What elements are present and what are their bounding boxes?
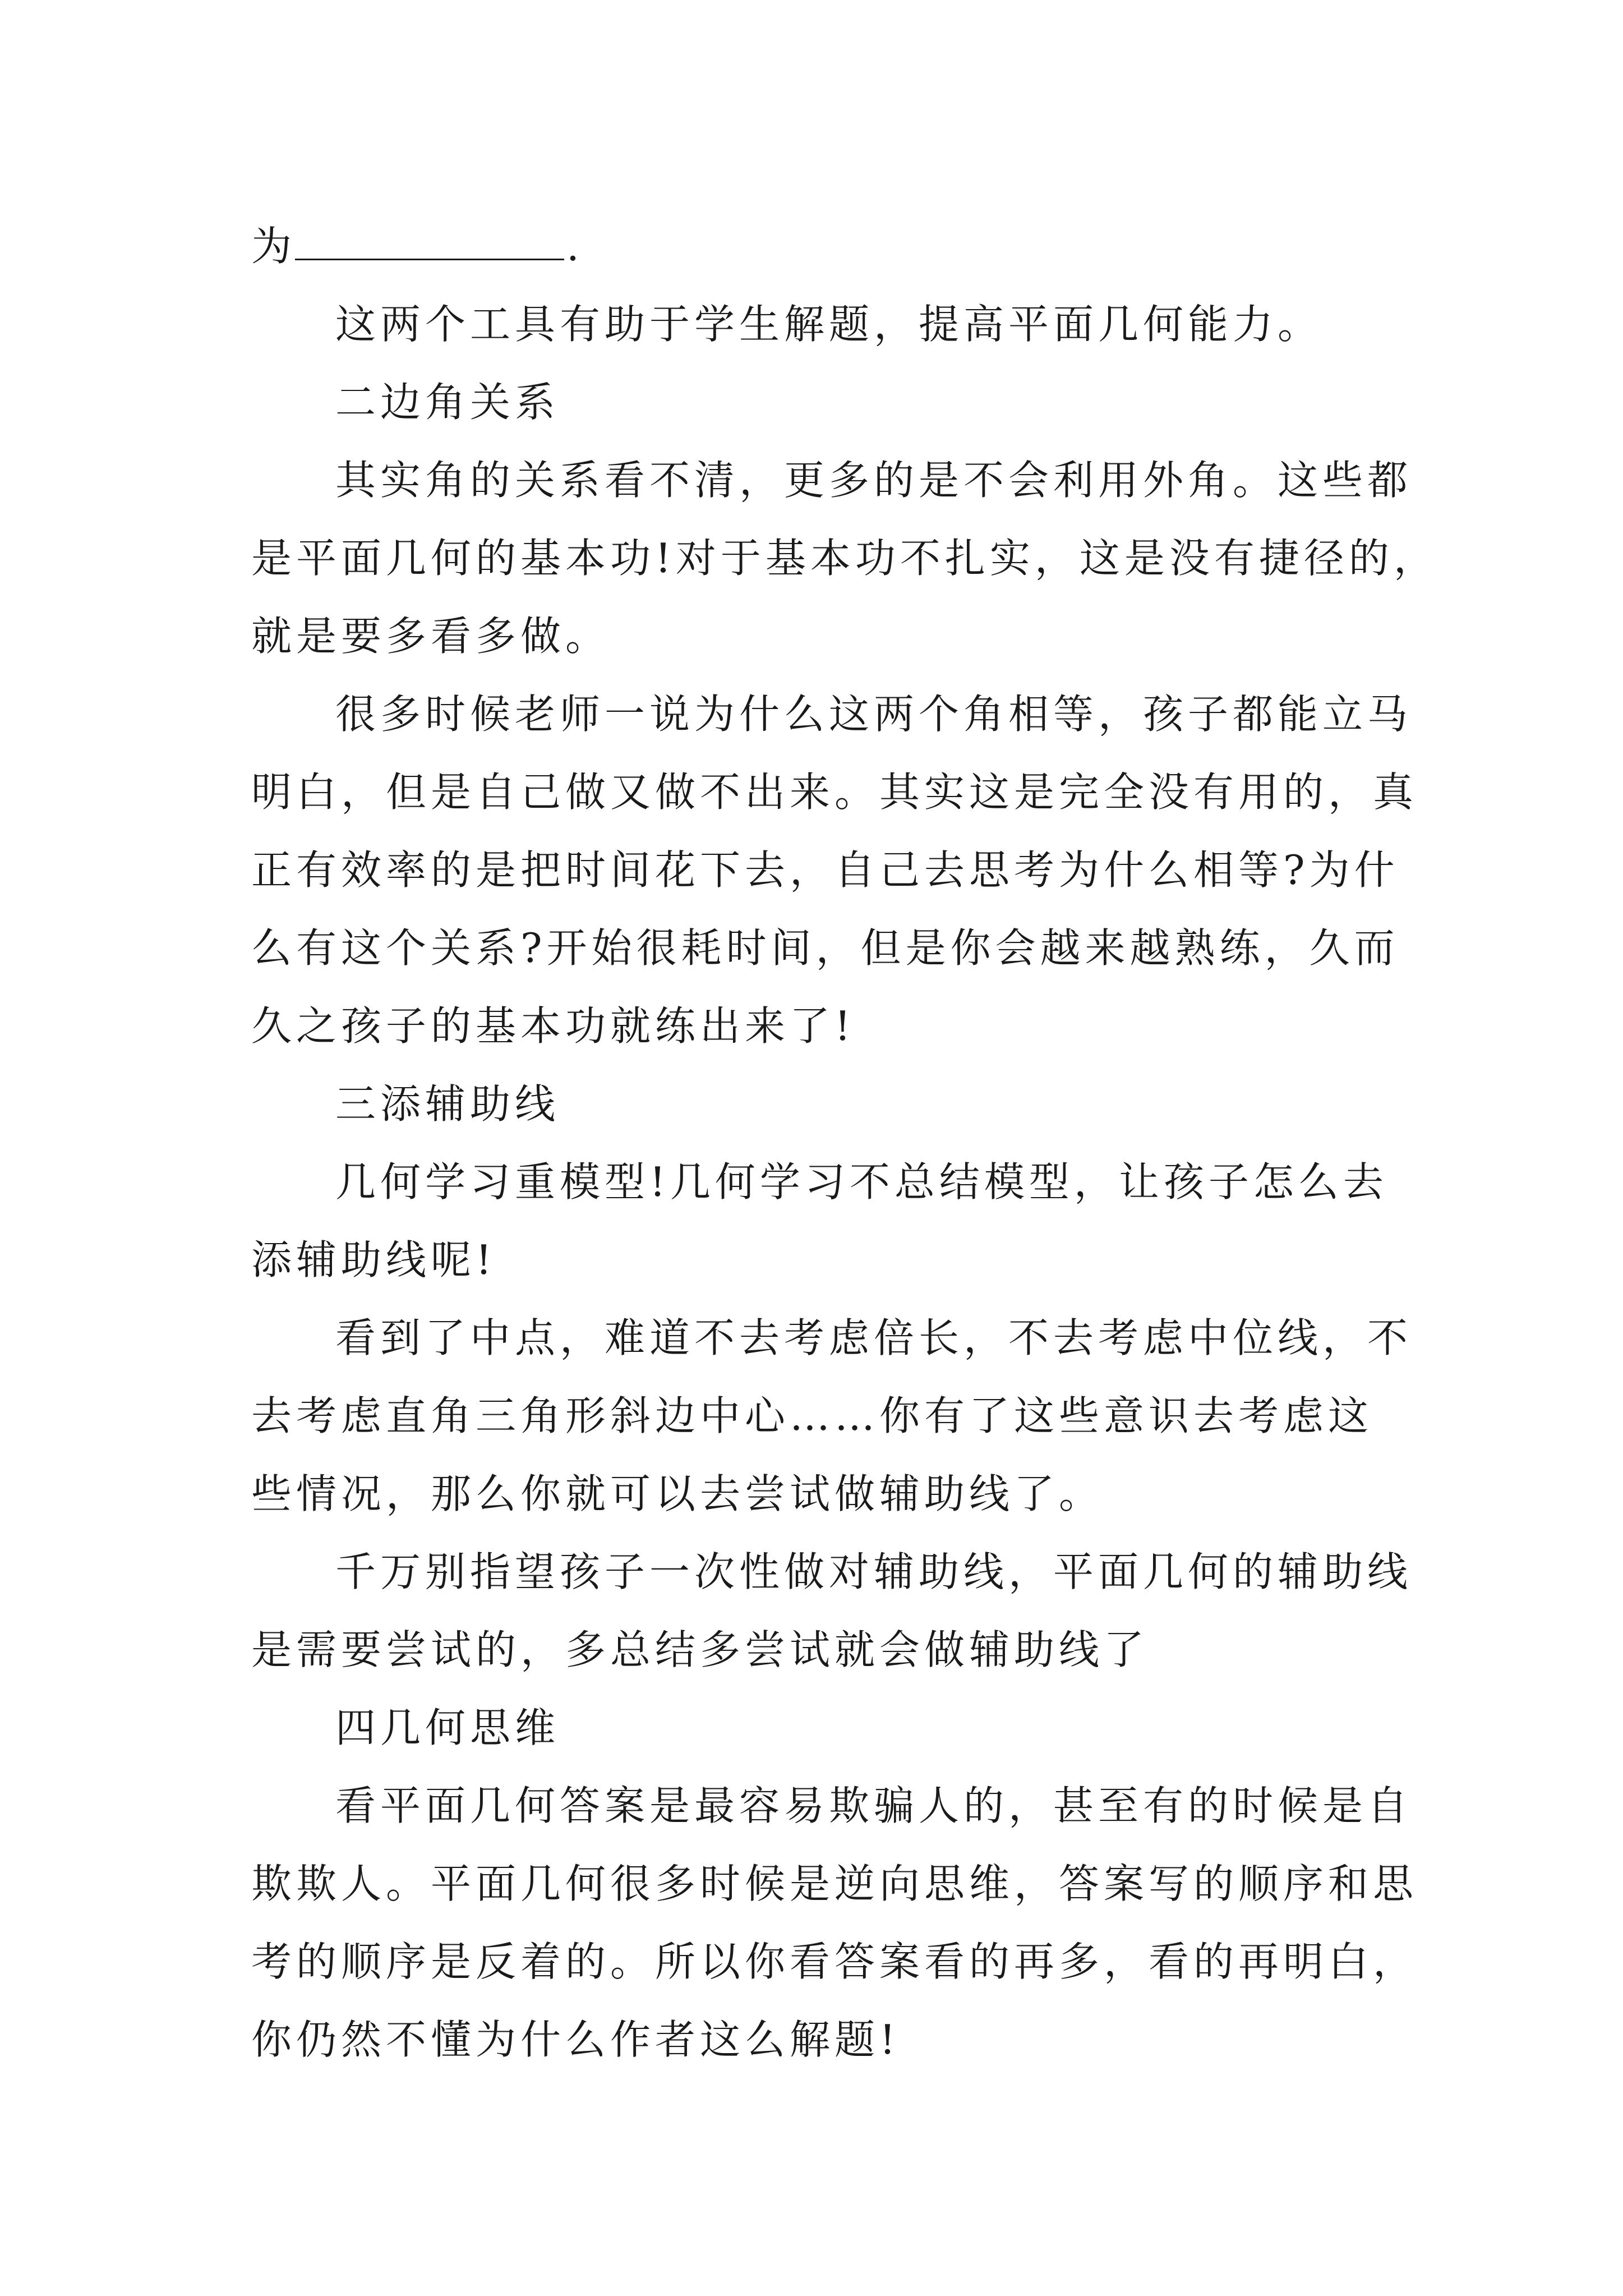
paragraph-line: 很多时候老师一说为什么这两个角相等，孩子都能立马 (335, 691, 1413, 738)
section-heading: 三添辅助线 (335, 1080, 560, 1128)
paragraph-line: 久之孩子的基本功就练出来了! (251, 1002, 855, 1050)
fill-in-blank-line (251, 208, 1395, 286)
paragraph-line: 明白，但是自己做又做不出来。其实这是完全没有用的，真 (251, 769, 1418, 816)
section-heading: 二边角关系 (335, 379, 560, 426)
paragraph-line: 正有效率的是把时间花下去，自己去思考为什么相等?为什 (251, 846, 1399, 894)
paragraph-line: 你仍然不懂为什么作者这么解题! (251, 2016, 900, 2063)
paragraph-line: 欺欺人。平面几何很多时候是逆向思维，答案写的顺序和思 (251, 1860, 1418, 1907)
paragraph-line: 千万别指望孩子一次性做对辅助线，平面几何的辅助线 (335, 1548, 1413, 1595)
paragraph-line: 去考虑直角三角形斜边中心……你有了这些意识去考虑这 (251, 1392, 1373, 1439)
blank-prefix-text: 为 (251, 223, 292, 270)
paragraph-line: 么有这个关系?开始很耗时间，但是你会越来越熟练，久而 (251, 924, 1399, 972)
paragraph-line: 些情况，那么你就可以去尝试做辅助线了。 (251, 1470, 1104, 1517)
section-heading: 四几何思维 (335, 1704, 560, 1751)
paragraph-line: 看平面几何答案是最容易欺骗人的，甚至有的时候是自 (335, 1782, 1413, 1829)
paragraph-line: 考的顺序是反着的。所以你看答案看的再多，看的再明白， (251, 1938, 1418, 1985)
paragraph-line: 这两个工具有助于学生解题，提高平面几何能力。 (335, 301, 1323, 348)
answer-blank (295, 227, 564, 260)
paragraph-line: 其实角的关系看不清，更多的是不会利用外角。这些都 (335, 457, 1413, 504)
paragraph-line: 添辅助线呢! (251, 1236, 496, 1283)
document-body (251, 208, 1438, 2079)
paragraph-line: 几何学习重模型!几何学习不总结模型，让孩子怎么去 (335, 1158, 1388, 1205)
paragraph-line: 是需要尝试的，多总结多尝试就会做辅助线了 (251, 1626, 1149, 1673)
paragraph-line: 看到了中点，难道不去考虑倍长，不去考虑中位线，不 (335, 1314, 1413, 1361)
blank-suffix-text: . (566, 223, 579, 270)
paragraph-line: 是平面几何的基本功!对于基本功不扎实，这是没有捷径的， (251, 535, 1438, 582)
paragraph-line: 就是要多看多做。 (251, 613, 611, 660)
